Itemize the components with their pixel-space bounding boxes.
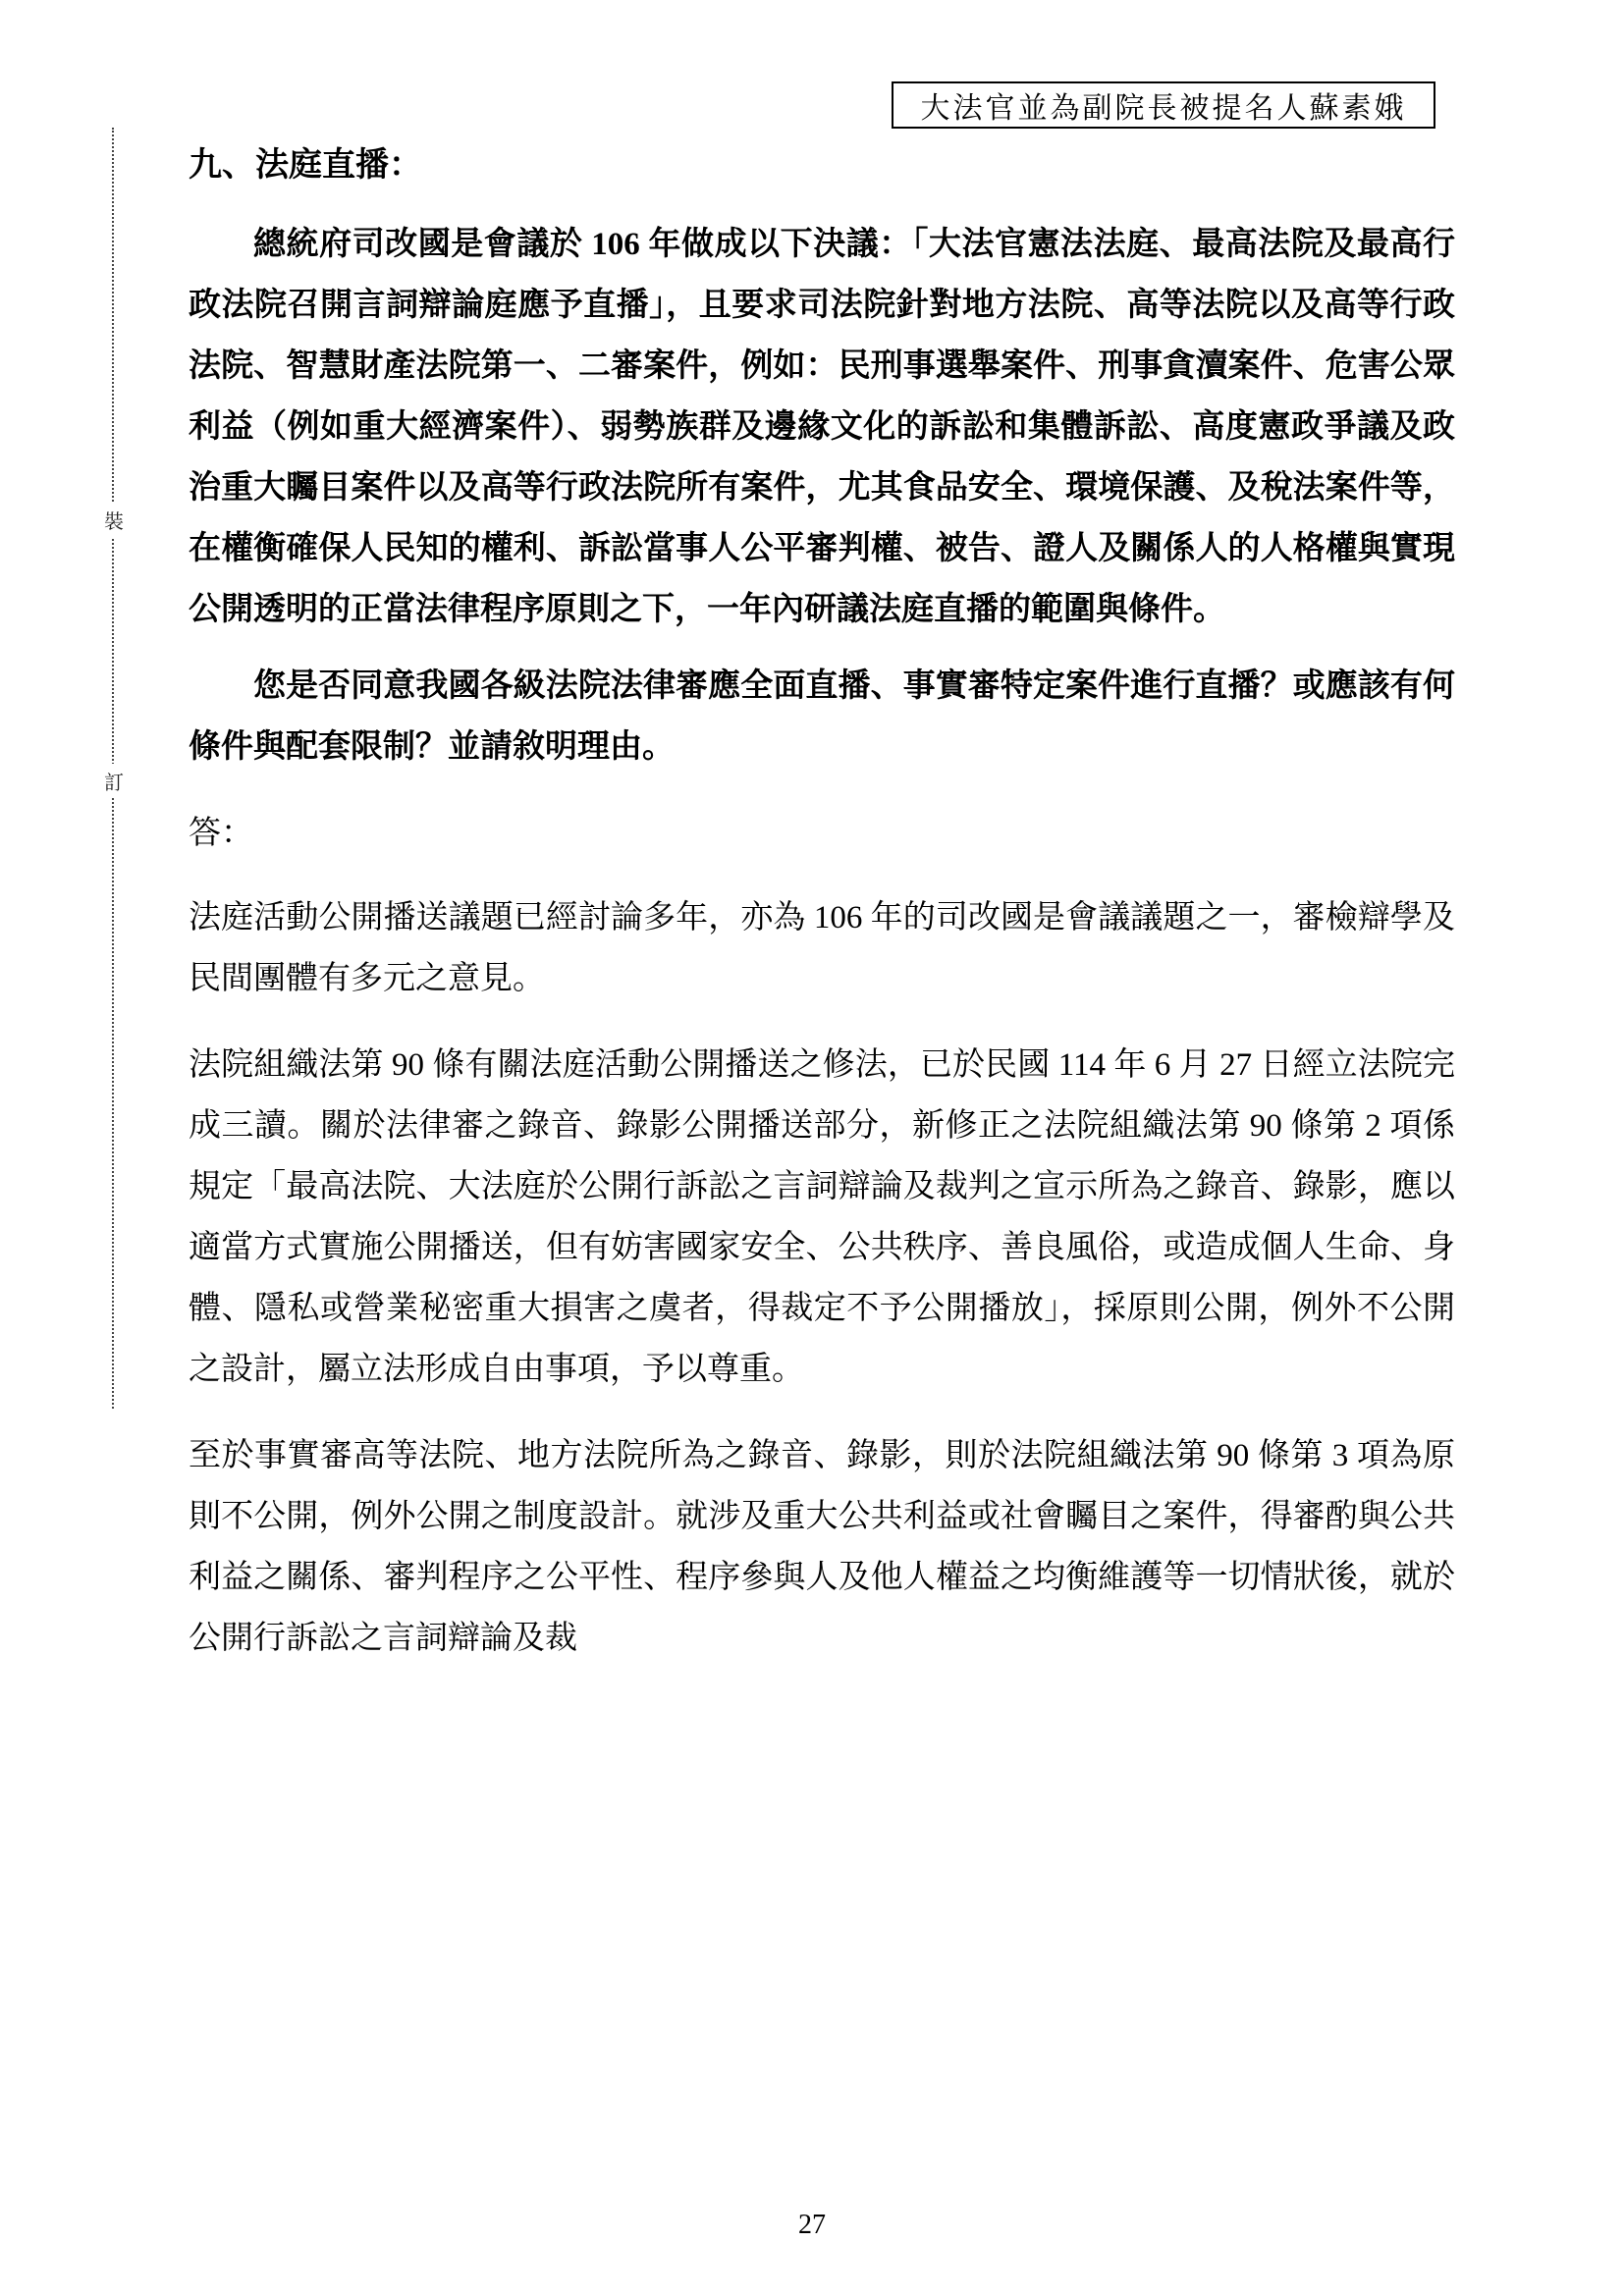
binding-mark-ding: 訂 xyxy=(102,764,126,798)
question-paragraph: 您是否同意我國各級法院法律審應全面直播、事實審特定案件進行直播？或應該有何條件與配套限制？並請敘明理由。 xyxy=(189,668,1455,765)
answer-paragraph: 至於事實審高等法院、地方法院所為之錄音、錄影，則於法院組織法第 90 條第 3 項為原則不公開，例外公開之制度設計。就涉及重大公共利益或社會矚目之案件，得審酌與公共利益之關係、審判程序之公平性、程序參與人及他人權益之均衡維護等一切情狀後，就於公開行訴訟之言詞辯論及裁 xyxy=(189,1438,1455,1656)
answer-paragraph: 法院組織法第 90 條有關法庭活動公開播送之修法，已於民國 114 年 6 月 27 日經立法院完成三讀。關於法律審之錄音、錄影公開播送部分，新修正之法院組織法第 90 條第 2 項係規定「最高法院、大法庭於公開行訴訟之言詞辯論及裁判之宣示所為之錄音、錄影，應以適當方式實施公開播送，但有妨害國家安全、公共秩序、善良風俗，或造成個人生命、身體、隱私或營業秘密重大損害之虞者，得裁定不予公開播放」，採原則公開，例外不公開之設計，屬立法形成自由事項，予以尊重。 xyxy=(189,1047,1455,1387)
page-number: 27 xyxy=(798,2210,826,2240)
binding-line xyxy=(104,128,124,1409)
answer-label: 答： xyxy=(189,816,253,851)
nominee-header-box xyxy=(892,81,1435,129)
answer-paragraph: 法庭活動公開播送議題已經討論多年，亦為 106 年的司改國是會議議題之一，審檢辯學及民間團體有多元之意見。 xyxy=(189,900,1455,996)
document-body xyxy=(189,135,1455,1669)
nominee-header-text: 大法官並為副院長被提名人蘇素娥 xyxy=(920,92,1407,125)
section-title: 九、法庭直播： xyxy=(189,147,422,184)
question-paragraph: 總統府司改國是會議於 106 年做成以下決議：「大法官憲法法庭、最高法院及最高行政法院召開言詞辯論庭應予直播」，且要求司法院針對地方法院、高等法院以及高等行政法院、智慧財產法院第一、二審案件，例如：民刑事選舉案件、刑事貪瀆案件、危害公眾利益（例如重大經濟案件）、弱勢族群及邊緣文化的訴訟和集體訴訟、高度憲政爭議及政治重大矚目案件以及高等行政法院所有案件，尤其食品安全、環境保護、及稅法案件等，在權衡確保人民知的權利、訴訟當事人公平審判權、被告、證人及關係人的人格權與實現公開透明的正當法律程序原則之下，一年內研議法庭直播的範圍與條件。 xyxy=(189,227,1455,627)
binding-mark-zhuang: 裝 xyxy=(102,503,126,537)
